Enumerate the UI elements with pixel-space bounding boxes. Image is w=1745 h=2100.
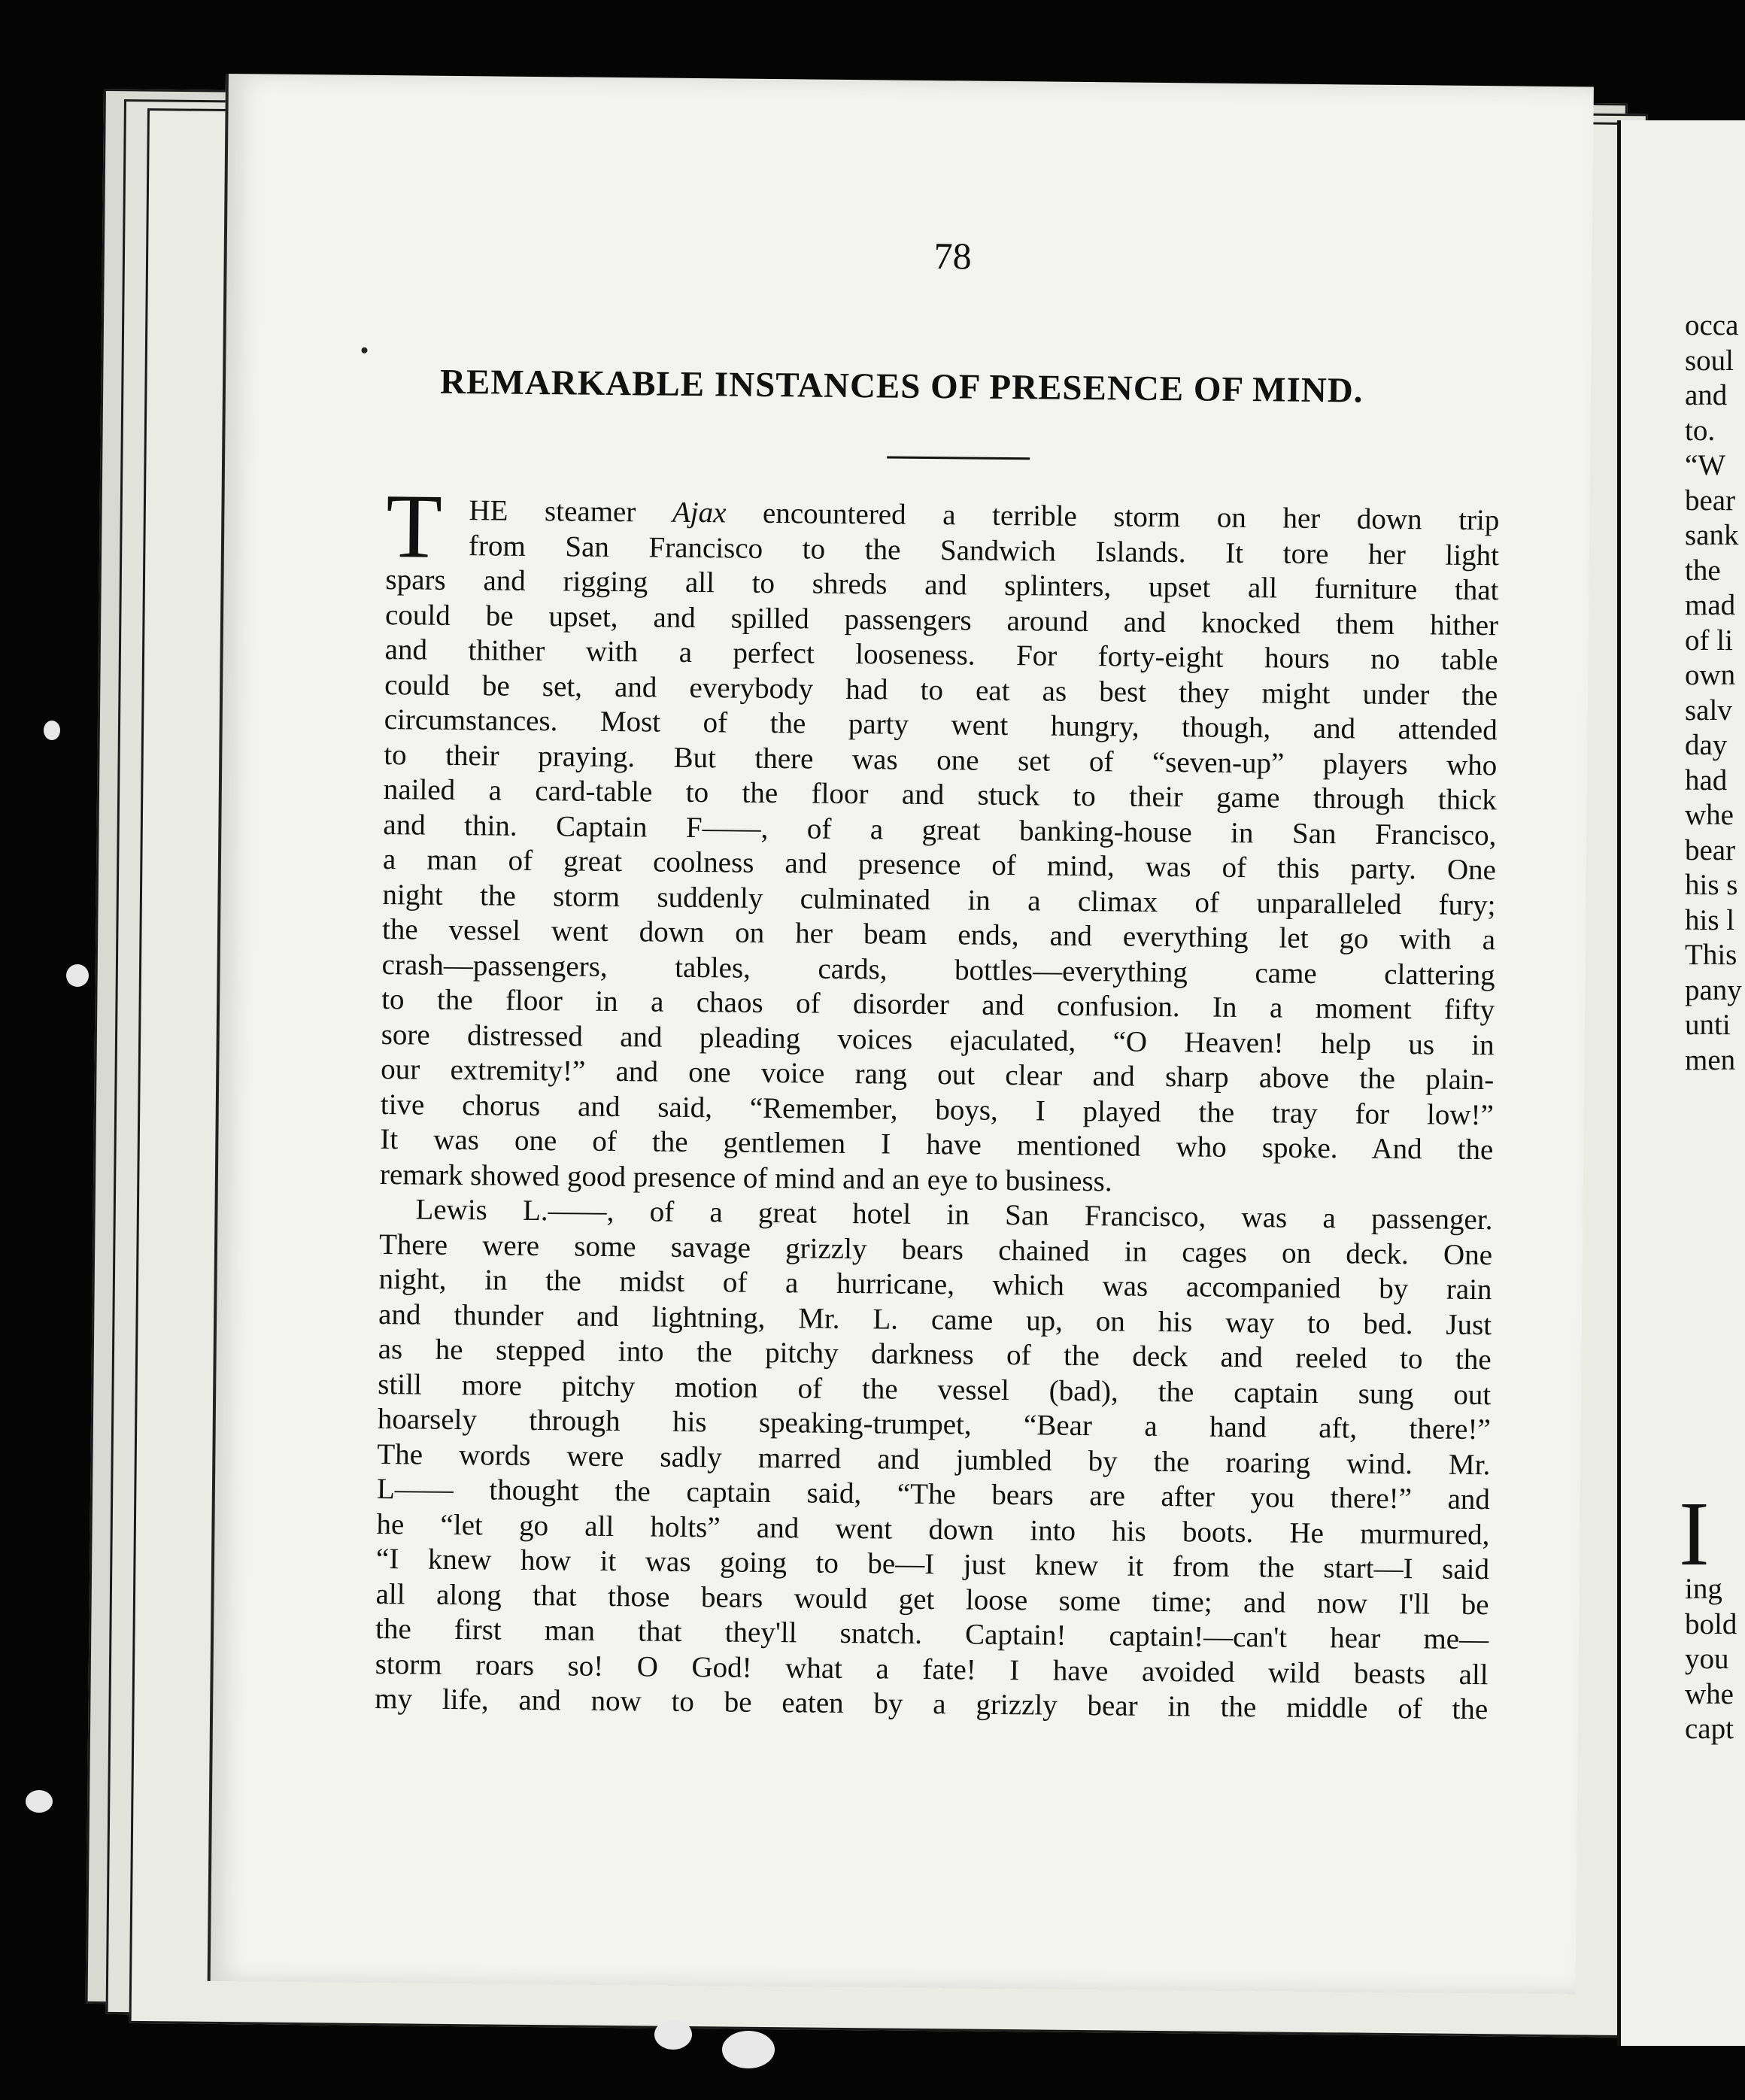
text-line: still more pitchy motion of the vessel (bad), the captain sung out — [378, 1367, 1492, 1411]
page-title: REMARKABLE INSTANCES OF PRESENCE OF MIND. — [439, 362, 1364, 411]
text-line: night, in the midst of a hurricane, which was accompanied by rain — [378, 1263, 1492, 1306]
text-line: a man of great coolness and presence of mind, was of this party. One — [382, 843, 1497, 887]
text-line: to the floor in a chaos of disorder and confusion. In a moment fifty — [381, 983, 1495, 1027]
text-line: as he stepped into the pitchy darkness of the deck and reeled to the — [378, 1333, 1492, 1376]
text-line: could be set, and everybody had to eat as best they might under the — [384, 668, 1498, 712]
right-text-line: his s — [1685, 869, 1738, 901]
text-line: spars and rigging all to shreds and splinters, upset all furniture that — [385, 563, 1499, 607]
text-line: Lewis L.——, of a great hotel in San Francisco, was a passenger. — [415, 1193, 1493, 1237]
text-line: the first man that they'll snatch. Captain! captain!—can't hear me— — [375, 1613, 1489, 1656]
right-text-line: bear — [1685, 833, 1736, 866]
scan-speck — [26, 1790, 53, 1813]
text-line: my life, and now to be eaten by a grizzly bear in the middle of the — [375, 1683, 1489, 1726]
right-text-line: you — [1685, 1643, 1729, 1675]
text-line: There were some savage grizzly bears chained in cages on deck. One — [378, 1228, 1493, 1271]
right-text-line: bear — [1685, 484, 1736, 517]
text-line: hoarsely through his speaking-trumpet, “Bear a hand aft, there!” — [377, 1403, 1491, 1446]
right-text-line: whe — [1685, 1677, 1734, 1710]
text-line: L—— thought the captain said, “The bears are after you there!” and — [376, 1473, 1491, 1516]
text-line: he “let go all holts” and went down into his boots. He murmured, — [376, 1507, 1490, 1551]
scan-speck — [44, 721, 60, 740]
right-text-line: of li — [1685, 624, 1733, 657]
article-body — [375, 493, 1500, 1728]
right-text-line: to. — [1685, 414, 1716, 447]
text-line: tive chorus and said, “Remember, boys, I played the tray for low!” — [380, 1088, 1494, 1131]
right-text-line: ing — [1685, 1573, 1722, 1605]
text-line: and thither with a perfect looseness. For forty-eight hours no table — [384, 633, 1498, 677]
right-text-line: had — [1685, 763, 1728, 797]
right-text-line: mad — [1685, 589, 1736, 621]
text-line: the vessel went down on her beam ends, and everything let go with a — [381, 913, 1496, 957]
text-line: HE steamer Ajax encountered a terrible storm on her down trip — [469, 494, 1500, 537]
text-line: nailed a card-table to the floor and stuck to their game through thick — [383, 773, 1498, 817]
text-line: from San Francisco to the Sandwich Islands. It tore her light — [468, 529, 1500, 572]
right-text-line: “W — [1685, 449, 1726, 481]
right-text-line: pany — [1685, 973, 1742, 1006]
page-number: 78 — [933, 235, 972, 278]
right-text-line: the — [1685, 554, 1721, 587]
text-line: remark showed good presence of mind and an eye to business. — [379, 1158, 1112, 1197]
text-line: It was one of the gentlemen I have mentioned who spoke. And the — [380, 1123, 1494, 1167]
right-text-line: This — [1685, 939, 1737, 971]
text-line: sore distressed and pleading voices ejaculated, “O Heaven! help us in — [381, 1018, 1495, 1061]
text-line: night the storm suddenly culminated in a climax of unparalleled fury; — [382, 878, 1496, 921]
right-text-line: and — [1685, 379, 1728, 411]
right-text-line: soul — [1685, 344, 1734, 377]
drop-cap: T — [385, 475, 443, 578]
scan-speck — [654, 2020, 692, 2050]
text-line: and thin. Captain F——, of a great banking-house in San Francisco, — [383, 808, 1497, 851]
text-line: The words were sadly marred and jumbled by the roaring wind. Mr. — [377, 1437, 1491, 1481]
text-line: and thunder and lightning, Mr. L. came up, on his way to bed. Just — [378, 1297, 1492, 1341]
right-text-line: own — [1685, 659, 1736, 691]
text-line: crash—passengers, tables, cards, bottles—everything came clattering — [381, 948, 1495, 991]
right-page-text-continued — [1685, 1572, 1745, 1747]
right-text-line: whe — [1685, 799, 1734, 831]
text-line: our extremity!” and one voice rang out clear and sharp above the plain- — [381, 1053, 1495, 1097]
text-line: to their praying. But there was one set of “seven-up” players who — [384, 738, 1498, 781]
text-line: could be upset, and spilled passengers around and knocked them hither — [384, 598, 1499, 642]
text-line: storm roars so! O God! what a fate! I have avoided wild beasts all — [375, 1647, 1489, 1691]
title-rule — [887, 456, 1030, 460]
book-page — [208, 74, 1594, 1994]
right-text-line: sank — [1685, 519, 1739, 551]
text-line: “I knew how it was going to be—I just knew it from the start—I said — [375, 1543, 1490, 1586]
right-text-line: men — [1685, 1043, 1736, 1076]
ink-dot — [361, 347, 367, 354]
right-text-line: capt — [1685, 1713, 1734, 1745]
right-text-line: salv — [1685, 693, 1732, 727]
text-line: circumstances. Most of the party went hungry, though, and attended — [384, 703, 1498, 747]
scan-speck — [66, 964, 89, 987]
text-line: all along that those bears would get loose some time; and now I'll be — [375, 1577, 1489, 1621]
right-page-drop-cap: I — [1679, 1483, 1710, 1585]
scan-speck — [722, 2031, 775, 2068]
right-text-line: day — [1685, 729, 1728, 761]
right-text-line: his l — [1685, 903, 1735, 936]
right-page-text — [1685, 308, 1745, 1078]
right-text-line: occa — [1685, 309, 1739, 341]
right-text-line: bold — [1685, 1607, 1737, 1640]
right-text-line: unti — [1685, 1009, 1731, 1041]
